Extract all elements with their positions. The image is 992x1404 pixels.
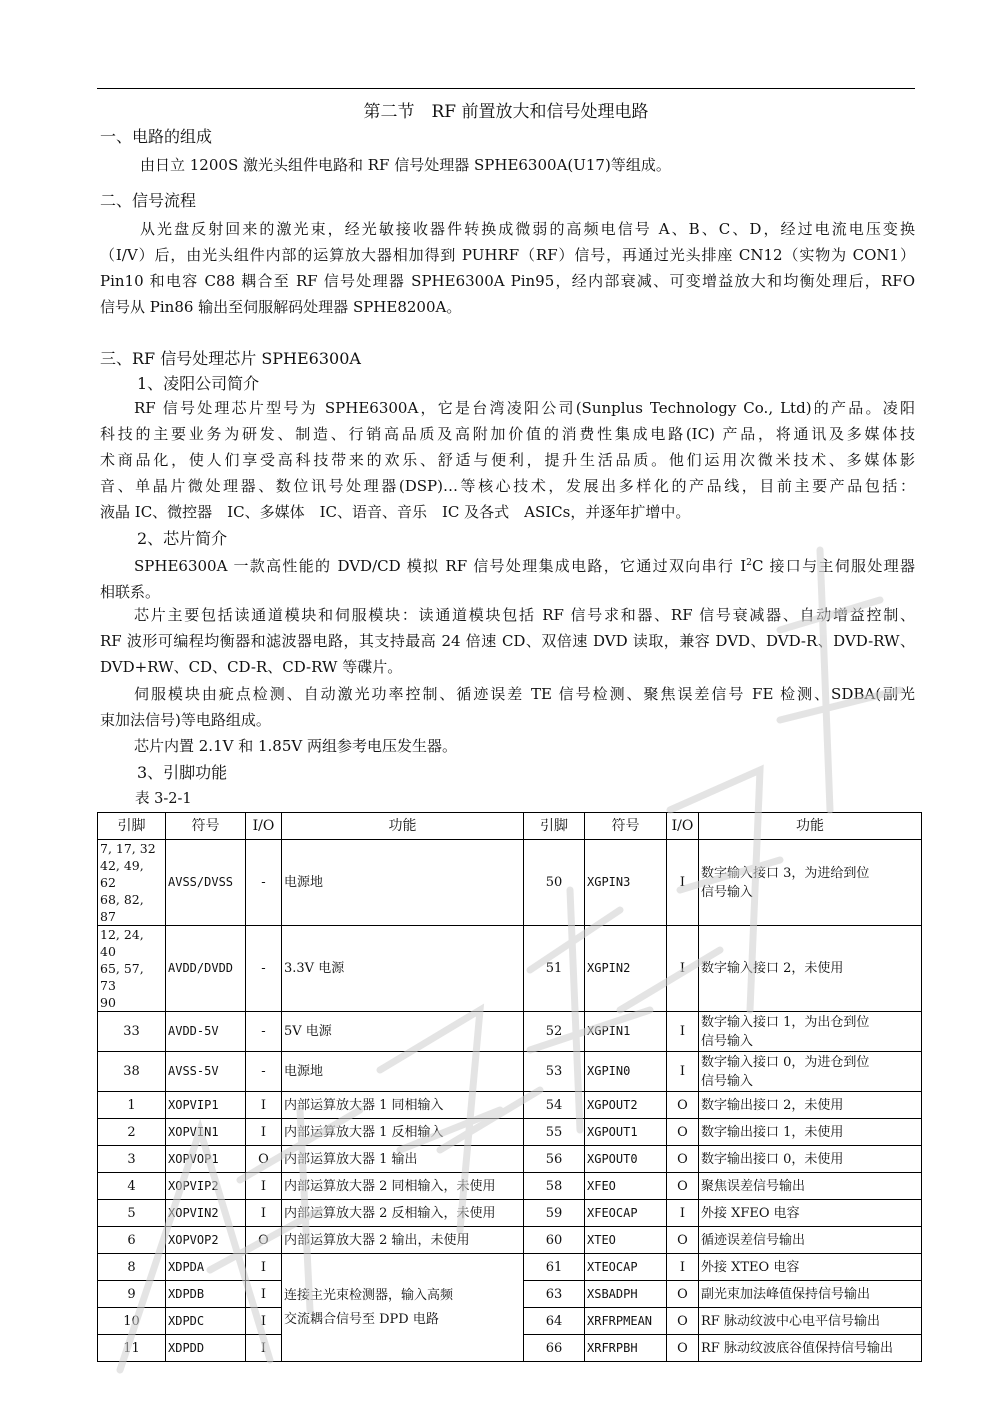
io-cell: I	[246, 1254, 282, 1281]
section-2-heading: 二、信号流程	[100, 191, 197, 210]
section-3-2-heading: 2、芯片简介	[137, 529, 228, 548]
symbol-cell: XOPVIN1	[166, 1119, 246, 1146]
function-cell: 内部运算放大器 1 同相输入	[282, 1092, 524, 1119]
pin-cell: 38	[98, 1052, 166, 1092]
pin-cell: 8	[98, 1254, 166, 1281]
io-cell: I	[667, 1012, 699, 1052]
table-caption: 表 3-2-1	[135, 791, 192, 807]
symbol-cell: XFEO	[585, 1173, 667, 1200]
symbol-cell: XTEO	[585, 1227, 667, 1254]
s31-line-2: 科技的主要业务为研发、制造、行销高品质及高附加价值的消费性集成电路(IC) 产品，将通讯及多媒体技	[100, 425, 915, 443]
pin-cell: 4	[98, 1173, 166, 1200]
section-1-text: 由日立 1200S 激光头组件电路和 RF 信号处理器 SPHE6300A(U17)等组成。	[140, 156, 671, 174]
io-cell: I	[667, 1254, 699, 1281]
function-cell: 数字输出接口 0，未使用	[699, 1146, 922, 1173]
io-cell: -	[246, 840, 282, 926]
symbol-cell: XDPDB	[166, 1281, 246, 1308]
io-cell: O	[667, 1119, 699, 1146]
symbol-cell: XOPVOP2	[166, 1227, 246, 1254]
s32-p3-line-1: 伺服模块由疵点检测、自动激光功率控制、循迹误差 TE 信号检测、聚焦误差信号 FE 检测、SDBA(副光	[134, 685, 915, 703]
pin-cell: 59	[524, 1200, 585, 1227]
header-io-right: I/O	[667, 813, 699, 840]
s32-p2-line-2: RF 波形可编程均衡器和滤波器电路，其支持最高 24 倍速 CD、双倍速 DVD 读取，兼容 DVD、DVD-R、DVD-RW、	[100, 632, 915, 650]
function-cell: 外接 XFEO 电容	[699, 1200, 922, 1227]
symbol-cell: XSBADPH	[585, 1281, 667, 1308]
symbol-cell: XGPIN2	[585, 926, 667, 1012]
s32-p1-text-a: SPHE6300A 一款高性能的 DVD/CD 模拟 RF 信号处理集成电路，它通过双向串行 I	[134, 557, 747, 575]
io-cell: O	[246, 1146, 282, 1173]
function-cell: 数字输出接口 1，未使用	[699, 1119, 922, 1146]
s32-p1-line-2: 相联系。	[100, 583, 161, 601]
symbol-cell: XGPOUT2	[585, 1092, 667, 1119]
symbol-cell: AVSS/DVSS	[166, 840, 246, 926]
pin-cell: 10	[98, 1308, 166, 1335]
function-cell: 聚焦误差信号输出	[699, 1173, 922, 1200]
function-cell: 5V 电源	[282, 1012, 524, 1052]
s32-p2-line-1: 芯片主要包括读通道模块和伺服模块：读通道模块包括 RF 信号求和器、RF 信号衰减器、自动增益控制、	[134, 606, 915, 624]
pin-cell: 60	[524, 1227, 585, 1254]
function-cell: 数字输入接口 1，为出仓到位 信号输入	[699, 1012, 922, 1052]
function-cell-merged: 连接主光束检测器，输入高频 交流耦合信号至 DPD 电路	[282, 1254, 524, 1362]
io-cell: -	[246, 1012, 282, 1052]
function-cell: 数字输入接口 3，为进给到位 信号输入	[699, 840, 922, 926]
io-cell: I	[667, 1200, 699, 1227]
pin-cell: 12, 24, 40 65, 57, 73 90	[98, 926, 166, 1012]
header-symbol-right: 符号	[585, 813, 667, 840]
io-cell: I	[246, 1281, 282, 1308]
symbol-cell: XDPDC	[166, 1308, 246, 1335]
symbol-cell: XGPOUT0	[585, 1146, 667, 1173]
pin-cell: 11	[98, 1335, 166, 1362]
function-cell: 3.3V 电源	[282, 926, 524, 1012]
symbol-cell: XGPIN3	[585, 840, 667, 926]
io-cell: I	[246, 1092, 282, 1119]
function-cell: 副光束加法峰值保持信号输出	[699, 1281, 922, 1308]
io-cell: O	[667, 1092, 699, 1119]
function-cell: RF 脉动纹波底谷值保持信号输出	[699, 1335, 922, 1362]
pin-cell: 2	[98, 1119, 166, 1146]
symbol-cell: XOPVOP1	[166, 1146, 246, 1173]
section-3-2-paragraph-2	[100, 602, 915, 680]
pin-cell: 33	[98, 1012, 166, 1052]
pin-cell: 9	[98, 1281, 166, 1308]
pin-cell: 66	[524, 1335, 585, 1362]
symbol-cell: XGPOUT1	[585, 1119, 667, 1146]
pin-cell: 6	[98, 1227, 166, 1254]
s2-line-4: 信号从 Pin86 输出至伺服解码处理器 SPHE8200A。	[100, 298, 462, 316]
pin-cell: 53	[524, 1052, 585, 1092]
function-cell: 内部运算放大器 2 同相输入，未使用	[282, 1173, 524, 1200]
pin-cell: 55	[524, 1119, 585, 1146]
s32-p1-sup: 2	[746, 558, 752, 568]
io-cell: -	[246, 1052, 282, 1092]
symbol-cell: XDPDA	[166, 1254, 246, 1281]
pin-cell: 63	[524, 1281, 585, 1308]
s32-p1-text-b: C 接口与主伺服处理器	[751, 557, 915, 575]
function-cell: RF 脉动纹波中心电平信号输出	[699, 1308, 922, 1335]
io-cell: I	[667, 926, 699, 1012]
s32-p1-line-1	[100, 550, 915, 579]
pin-cell: 51	[524, 926, 585, 1012]
section-3-3-heading: 3、引脚功能	[137, 763, 228, 782]
symbol-cell: AVDD/DVDD	[166, 926, 246, 1012]
symbol-cell: AVSS-5V	[166, 1052, 246, 1092]
pin-cell: 1	[98, 1092, 166, 1119]
io-cell: I	[246, 1119, 282, 1146]
section-3-heading: 三、RF 信号处理芯片 SPHE6300A	[100, 349, 361, 368]
header-rule	[97, 88, 915, 89]
symbol-cell: XOPVIP2	[166, 1173, 246, 1200]
pin-cell: 54	[524, 1092, 585, 1119]
pin-cell: 52	[524, 1012, 585, 1052]
io-cell: O	[667, 1335, 699, 1362]
s32-p3-line-2: 束加法信号)等电路组成。	[100, 711, 271, 729]
function-cell: 电源地	[282, 1052, 524, 1092]
s2-line-3: Pin10 和电容 C88 耦合至 RF 信号处理器 SPHE6300A Pin95，经内部衰减、可变增益放大和均衡处理后，RFO	[100, 272, 915, 290]
symbol-cell: XGPIN0	[585, 1052, 667, 1092]
pin-cell: 50	[524, 840, 585, 926]
section-3-2-paragraph-1	[100, 550, 915, 605]
io-cell: O	[667, 1173, 699, 1200]
pin-cell: 5	[98, 1200, 166, 1227]
symbol-cell: XGPIN1	[585, 1012, 667, 1052]
header-function-right: 功能	[699, 813, 922, 840]
s2-line-1: 从光盘反射回来的激光束，经光敏接收器件转换成微弱的高频电信号 A、B、C、D，经过电流电压变换	[140, 220, 915, 238]
pin-cell: 58	[524, 1173, 585, 1200]
function-cell: 内部运算放大器 1 输出	[282, 1146, 524, 1173]
function-cell: 电源地	[282, 840, 524, 926]
section-2-paragraph	[100, 216, 915, 320]
header-pin-left: 引脚	[98, 813, 166, 840]
table-row	[98, 1092, 922, 1119]
function-cell: 外接 XTEO 电容	[699, 1254, 922, 1281]
function-cell: 数字输入接口 2，未使用	[699, 926, 922, 1012]
table-row	[98, 840, 922, 926]
symbol-cell: XRFRPMEAN	[585, 1308, 667, 1335]
function-cell: 内部运算放大器 1 反相输入	[282, 1119, 524, 1146]
table-row	[98, 1200, 922, 1227]
pin-cell: 7, 17, 32 42, 49, 62 68, 82, 87	[98, 840, 166, 926]
symbol-cell: XOPVIN2	[166, 1200, 246, 1227]
function-cell: 内部运算放大器 2 反相输入，未使用	[282, 1200, 524, 1227]
pin-cell: 64	[524, 1308, 585, 1335]
table-row	[98, 1052, 922, 1092]
pin-cell: 56	[524, 1146, 585, 1173]
s32-p2-line-3: DVD+RW、CD、CD-R、CD-RW 等碟片。	[100, 658, 403, 676]
section-3-2-paragraph-3	[100, 681, 915, 733]
header-function-left: 功能	[282, 813, 524, 840]
section-3-1-heading: 1、凌阳公司简介	[137, 374, 260, 393]
table-row	[98, 926, 922, 1012]
s31-line-5: 液晶 IC、微控器 IC、多媒体 IC、语音、音乐 IC 及各式 ASICs，并逐年扩增中。	[100, 503, 691, 521]
s31-line-1: RF 信号处理芯片型号为 SPHE6300A，它是台湾凌阳公司(Sunplus Technology Co., Ltd)的产品。凌阳	[134, 399, 915, 417]
io-cell: I	[246, 1308, 282, 1335]
io-cell: O	[667, 1281, 699, 1308]
symbol-cell: XFEOCAP	[585, 1200, 667, 1227]
pin-cell: 3	[98, 1146, 166, 1173]
io-cell: O	[667, 1227, 699, 1254]
io-cell: I	[667, 1052, 699, 1092]
io-cell: I	[246, 1200, 282, 1227]
symbol-cell: XRFRPBH	[585, 1335, 667, 1362]
function-cell: 内部运算放大器 2 输出，未使用	[282, 1227, 524, 1254]
header-io-left: I/O	[246, 813, 282, 840]
header-pin-right: 引脚	[524, 813, 585, 840]
io-cell: O	[667, 1308, 699, 1335]
section-3-1-paragraph	[100, 395, 915, 525]
table-row	[98, 1012, 922, 1052]
section-1-heading: 一、电路的组成	[100, 127, 213, 146]
table-row	[98, 1254, 922, 1281]
io-cell: I	[667, 840, 699, 926]
table-row	[98, 1227, 922, 1254]
table-row	[98, 1173, 922, 1200]
function-cell: 数字输入接口 0，为进仓到位 信号输入	[699, 1052, 922, 1092]
table-header-row	[98, 813, 922, 840]
symbol-cell: XOPVIP1	[166, 1092, 246, 1119]
symbol-cell: XDPDD	[166, 1335, 246, 1362]
section-3-2-paragraph-4: 芯片内置 2.1V 和 1.85V 两组参考电压发生器。	[134, 737, 457, 755]
s31-line-3: 术商品化，使人们享受高科技带来的欢乐、舒适与便利，提升生活品质。他们运用次微米技术、多媒体影	[100, 451, 915, 469]
table-row	[98, 1146, 922, 1173]
s2-line-2: （I/V）后，由光头组件内部的运算放大器相加得到 PUHRF（RF）信号，再通过光头排座 CN12（实物为 CON1）	[100, 246, 915, 264]
io-cell: O	[246, 1227, 282, 1254]
io-cell: I	[246, 1335, 282, 1362]
table-body	[98, 840, 922, 1362]
table-row	[98, 1119, 922, 1146]
page-title: 第二节 RF 前置放大和信号处理电路	[363, 102, 649, 122]
function-cell: 数字输出接口 2，未使用	[699, 1092, 922, 1119]
s31-line-4: 音、单晶片微处理器、数位讯号处理器(DSP)…等核心技术，发展出多样化的产品线，目前主要产品包括：	[100, 477, 915, 495]
pin-cell: 61	[524, 1254, 585, 1281]
header-symbol-left: 符号	[166, 813, 246, 840]
function-cell: 循迹误差信号输出	[699, 1227, 922, 1254]
io-cell: I	[246, 1173, 282, 1200]
pin-function-table	[97, 812, 922, 1362]
io-cell: -	[246, 926, 282, 1012]
io-cell: O	[667, 1146, 699, 1173]
symbol-cell: AVDD-5V	[166, 1012, 246, 1052]
symbol-cell: XTEOCAP	[585, 1254, 667, 1281]
